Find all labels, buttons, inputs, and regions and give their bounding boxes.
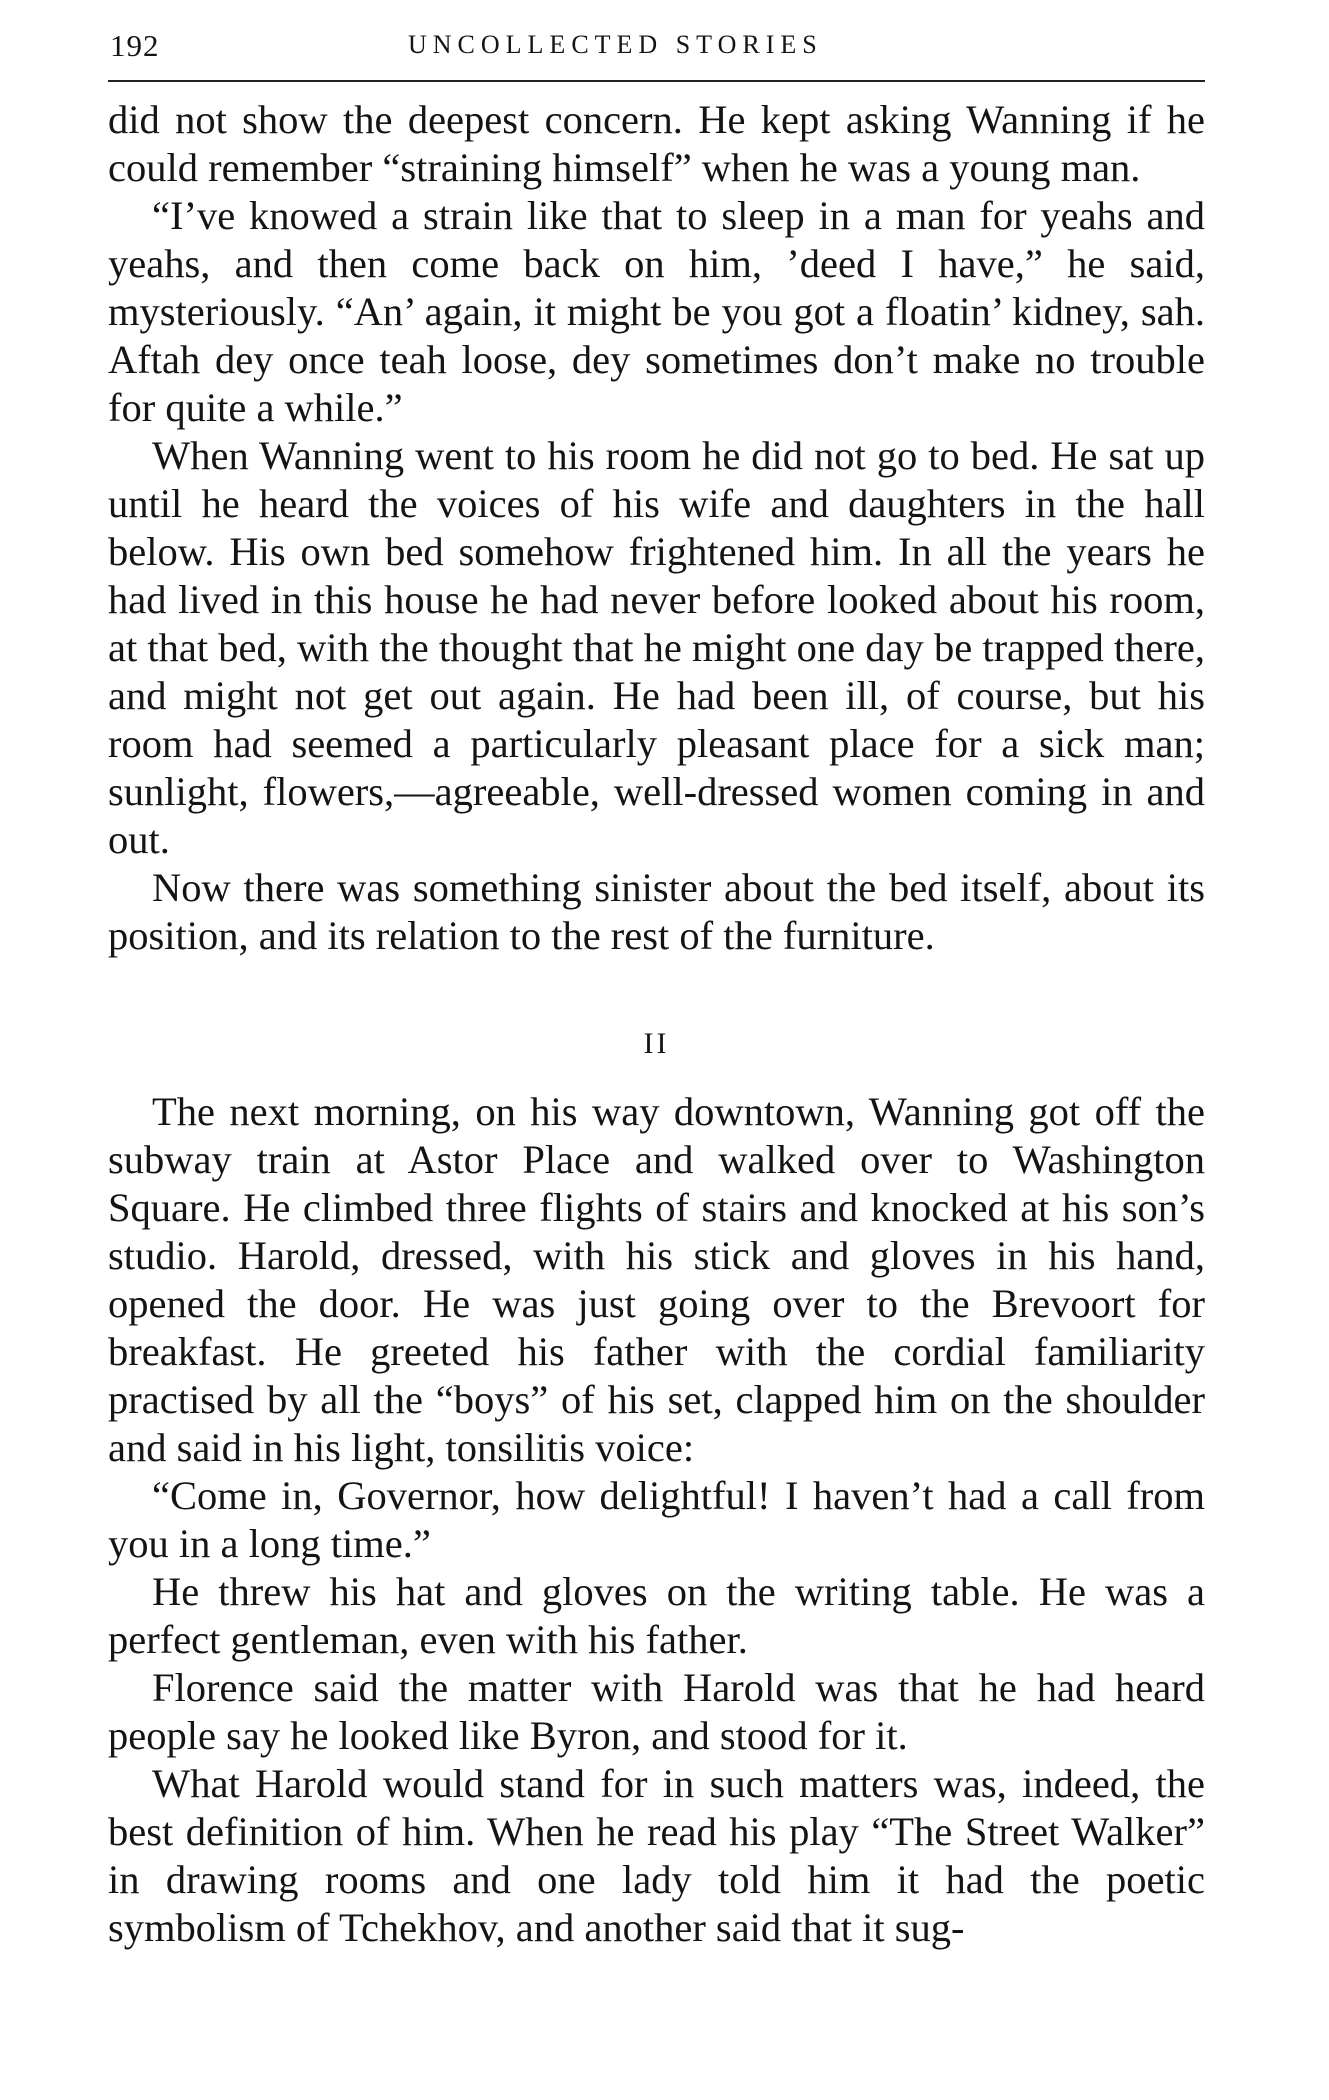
section-heading: II — [643, 1027, 670, 1060]
running-title: UNCOLLECTED STORIES — [408, 30, 823, 59]
paragraph: He threw his hat and gloves on the writing table. He was a perfect gentleman, even with his father. — [108, 1569, 1205, 1662]
page-header — [108, 28, 1205, 74]
paragraph-continued: did not show the deepest concern. He kept asking Wanning if he could remember “straining himself” when he was a young man. — [108, 97, 1205, 190]
paragraph: What Harold would stand for in such matters was, indeed, the best definition of him. When he read his play “The Street Walker” in drawing rooms and one lady told him it had the poetic symbolism of Tchekhov, and another said that it sug- — [108, 1761, 1205, 1950]
paragraph: “Come in, Governor, how delightful! I haven’t had a call from you in a long time.” — [108, 1473, 1205, 1566]
page-number: 192 — [110, 28, 160, 63]
section-break — [108, 960, 1205, 1024]
paragraph: “I’ve knowed a strain like that to sleep in a man for yeahs and yeahs, and then come back on him, ’deed I have,” he said, mysteriously. “An’ again, it might be you got a floatin’ kidney, sah. Aftah dey once teah loose, dey sometimes don’t make no trouble for quite a while.” — [108, 193, 1205, 430]
paragraph: Now there was something sinister about the bed itself, about its position, and its relation to the rest of the furniture. — [108, 865, 1205, 958]
paragraph: Florence said the matter with Harold was that he had heard people say he looked like Byron, and stood for it. — [108, 1665, 1205, 1758]
paragraph: When Wanning went to his room he did not go to bed. He sat up until he heard the voices of his wife and daughters in the hall below. His own bed somehow frightened him. In all the years he had lived in this house he had never before looked about his room, at that bed, with the thought that he might one day be trapped there, and might not get out again. He had been ill, of course, but his room had seemed a particularly pleasant place for a sick man; sunlight, flowers,—agreeable, well-dressed women coming in and out. — [108, 433, 1205, 862]
body-text — [108, 96, 1205, 1952]
header-rule — [108, 80, 1205, 82]
paragraph: The next morning, on his way downtown, Wanning got off the subway train at Astor Place and walked over to Washington Square. He climbed three flights of stairs and knocked at his son’s studio. Harold, dressed, with his stick and gloves in his hand, opened the door. He was just going over to the Brevoort for breakfast. He greeted his father with the cordial familiarity practised by all the “boys” of his set, clapped him on the shoulder and said in his light, tonsilitis voice: — [108, 1089, 1205, 1470]
book-page — [108, 0, 1205, 2100]
